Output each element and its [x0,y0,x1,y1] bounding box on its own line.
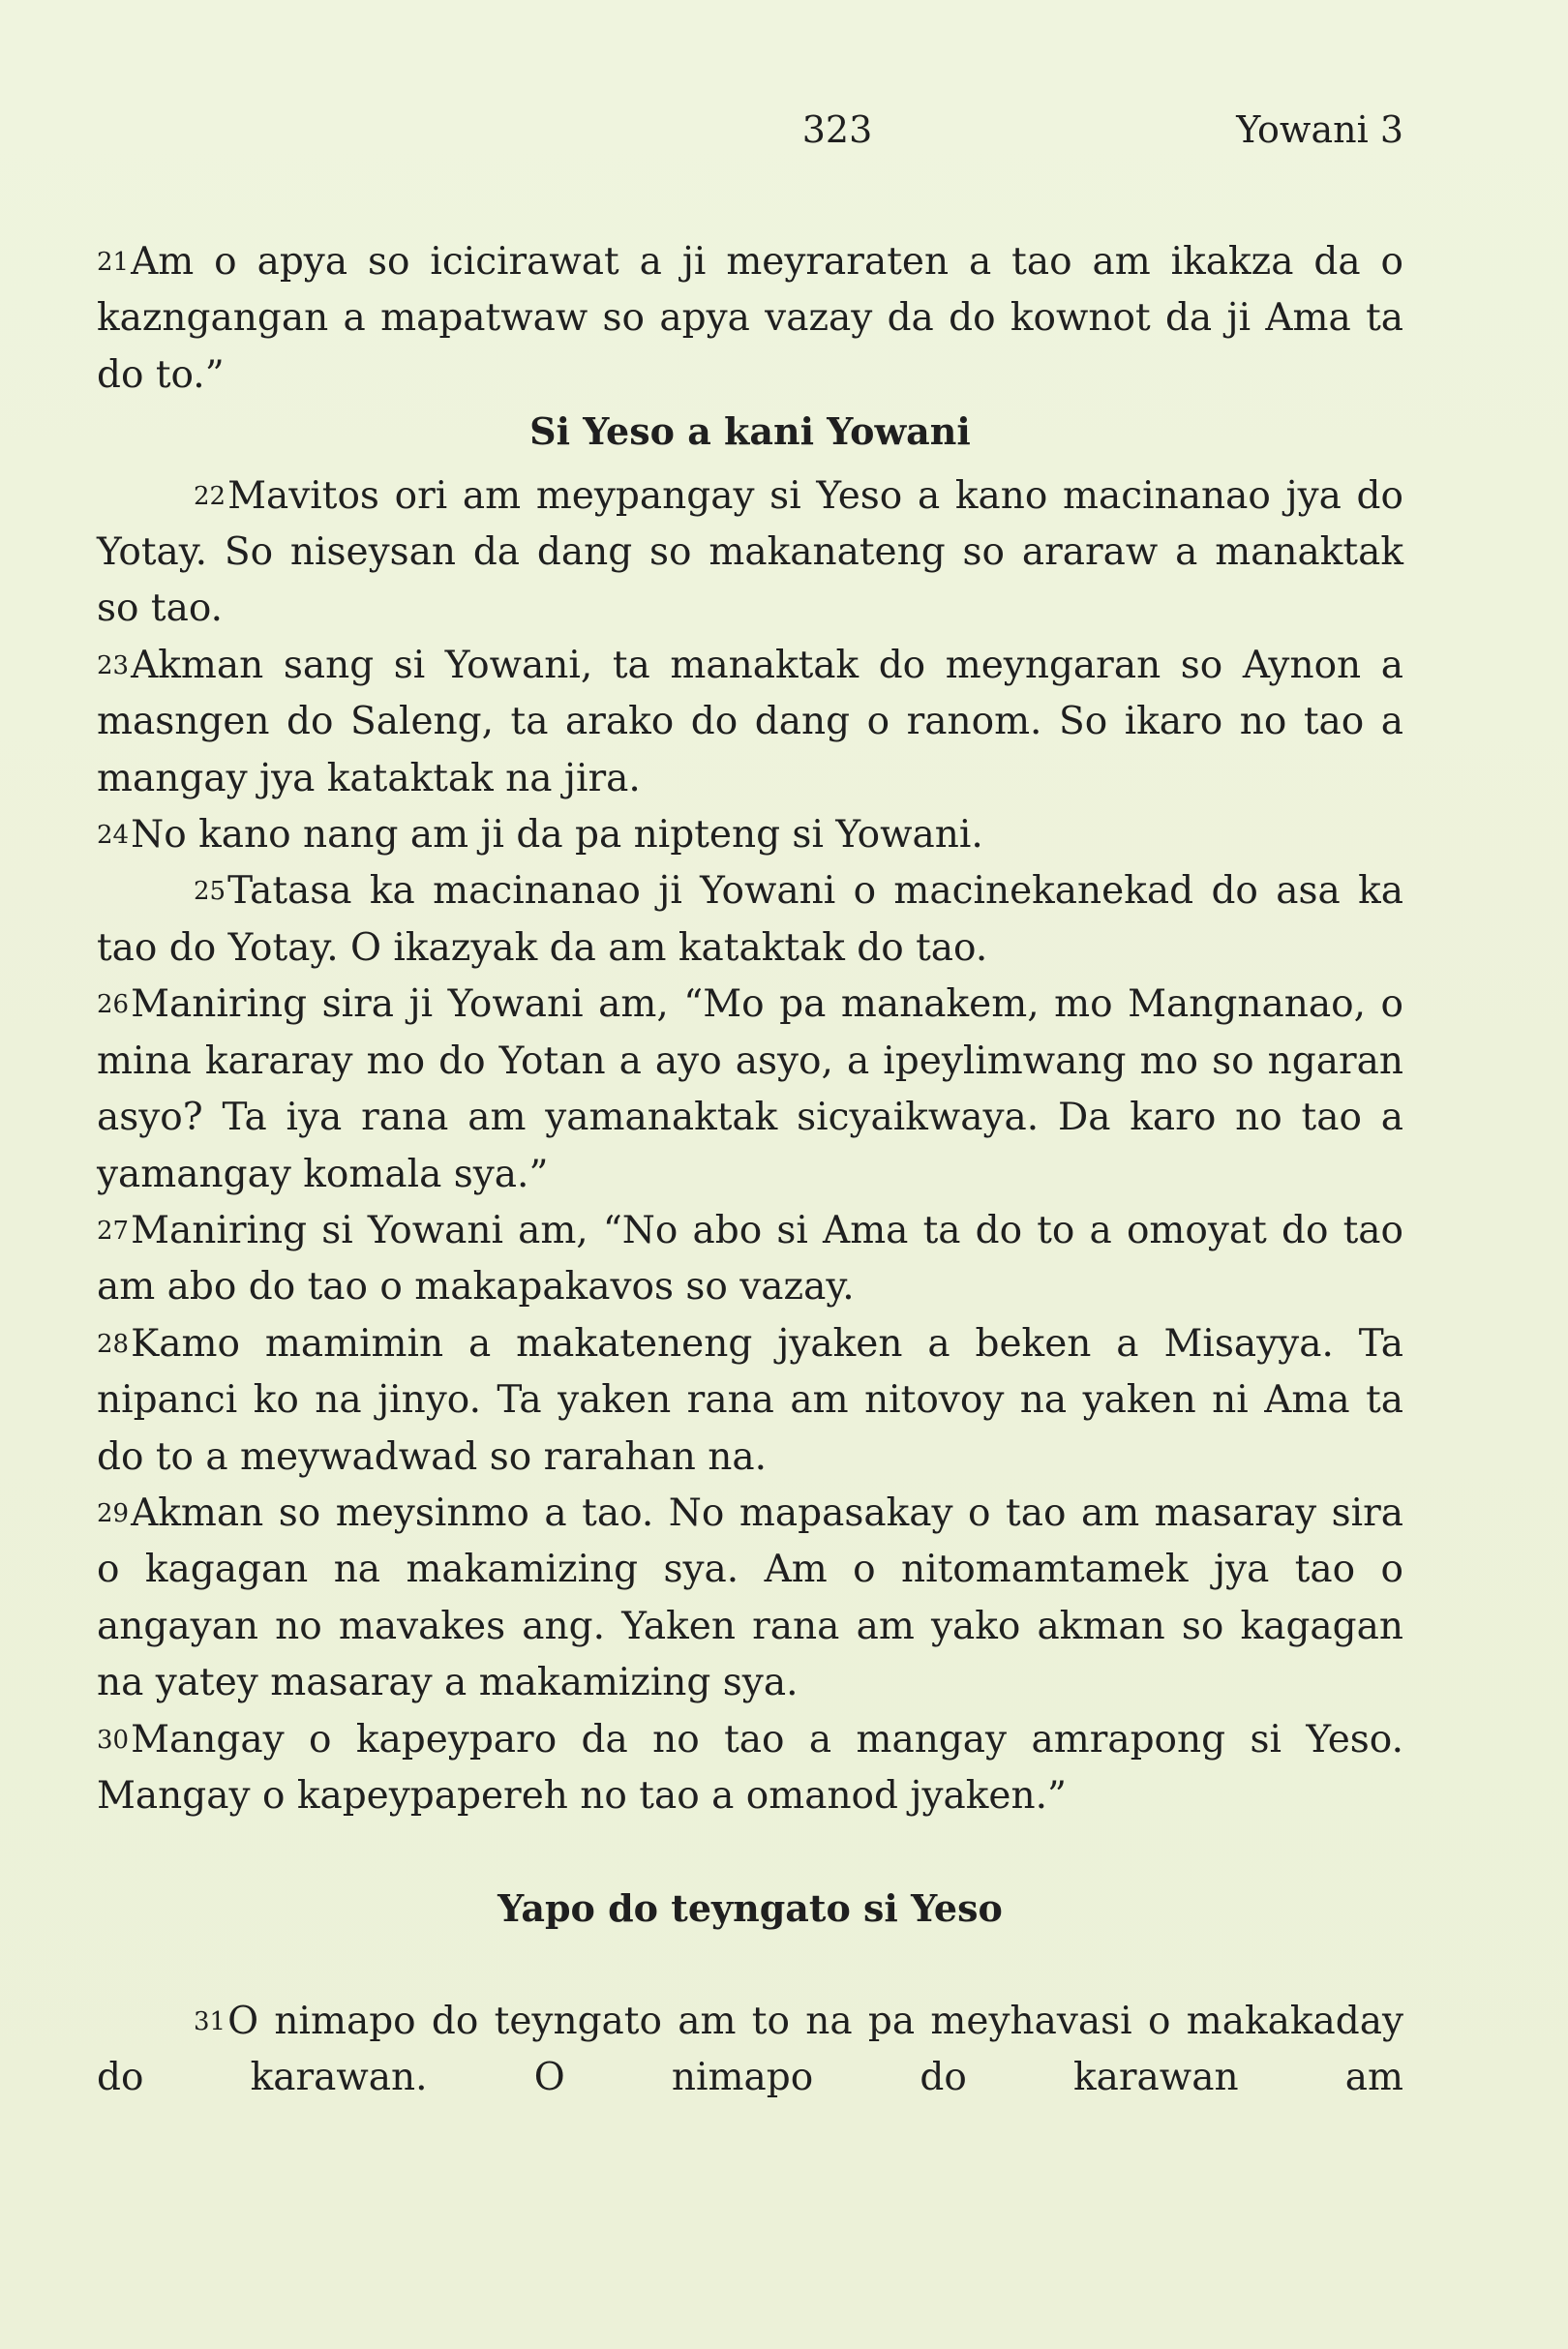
verse-text: Akman sang si Yowani, ta manaktak do meyngaran so Aynon a masngen do Saleng, ta arako do dang o ranom. So ikaro no tao a mangay jya kataktak na jira. [97,643,1403,800]
verse-number: 27 [97,1216,130,1246]
running-head: Yowani 3 [1236,108,1403,151]
verse-26 [97,977,1403,1203]
verse-number: 28 [97,1329,130,1359]
section-heading: Yapo do teyngato si Yeso [498,1886,1003,1931]
verse-text: Maniring si Yowani am, “No abo si Ama ta do to a omoyat do tao am abo do tao o makapakavos so vazay. [97,1208,1403,1310]
verse-25 [97,863,1403,977]
verse-number: 22 [194,481,226,511]
verse-30 [97,1712,1403,1825]
page-number: 323 [801,108,873,151]
verse-text: Kamo mamimin a makateneng jyaken a beken a Misayya. Ta nipanci ko na jinyo. Ta yaken rana am nitovoy na yaken ni Ama ta do to a meywadwad so rarahan na. [97,1321,1403,1479]
text-body [97,234,1403,2107]
verse-31 [97,1994,1403,2107]
verse-29 [97,1486,1403,1712]
verse-number: 25 [194,877,226,907]
verse-text: Am o apya so icicirawat a ji meyraraten a tao am ikakza da o kazngangan a mapatwaw so apya vazay da do kownot da ji Ama ta do to.” [97,240,1403,397]
verse-text: Mangay o kapeyparo da no tao a mangay amrapong si Yeso. Mangay o kapeypapereh no tao a omanod jyaken.” [97,1717,1403,1818]
verse-number: 23 [97,650,130,680]
verse-number: 31 [194,2006,226,2036]
section-heading: Si Yeso a kani Yowani [529,409,971,454]
verse-number: 24 [97,821,130,851]
verse-number: 21 [97,248,130,277]
verse-21 [97,234,1403,404]
verse-27 [97,1203,1403,1316]
verse-text: Mavitos ori am meypangay si Yeso a kano macinanao jya do Yotay. So niseysan da dang so makanateng so araraw a manaktak so tao. [97,473,1403,631]
verse-text: No kano nang am ji da pa nipteng si Yowani. [131,813,983,858]
verse-text: Akman so meysinmo a tao. No mapasakay o tao am masaray sira o kagagan na makamizing sya. Am o nitomamtamek jya tao o angayan no mavakes ang. Yaken rana am yako akman so kagagan na yatey masaray a makamizing sya. [97,1491,1403,1705]
verse-24 [97,807,1403,863]
verse-text: O nimapo do teyngato am to na pa meyhavasi o makakaday do karawan. O nimapo do karawan am [97,1999,1403,2100]
verse-23 [97,638,1403,807]
page-header [97,108,1403,166]
verse-22 [97,468,1403,638]
verse-text: Tatasa ka macinanao ji Yowani o macinekanekad do asa ka tao do Yotay. O ikazyak da am kataktak do tao. [97,869,1403,970]
verse-number: 30 [97,1725,130,1755]
verse-text: Maniring sira ji Yowani am, “Mo pa manakem, mo Mangnanao, o mina kararay mo do Yotan a ayo asyo, a ipeylimwang mo so ngaran asyo? Ta iya rana am yamanaktak sicyaikwaya. Da karo no tao a yamangay komala sya.” [97,982,1403,1196]
verse-number: 29 [97,1498,130,1528]
verse-28 [97,1316,1403,1486]
verse-number: 26 [97,990,130,1020]
